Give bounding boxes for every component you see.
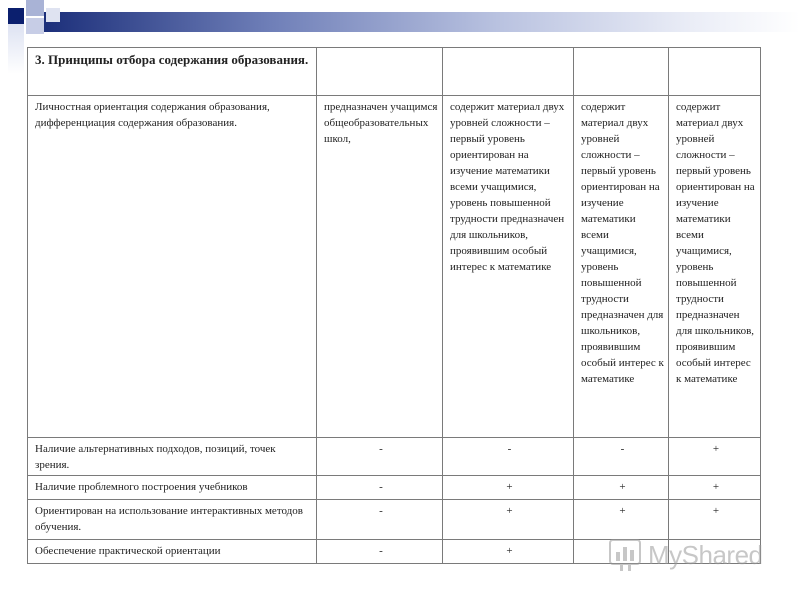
decorative-top-bar [44, 12, 800, 32]
decorative-square [26, 18, 44, 34]
table-cell: - [443, 438, 574, 476]
table-cell [574, 540, 669, 564]
table-row [28, 438, 761, 476]
table-cell: - [317, 500, 443, 540]
table-row [28, 96, 761, 438]
table-cell: содержит материал двух уровней сложности – первый уровень ориентирован на изучение математики всеми учащимися, уровень повышенной трудности предназначен для школьников, проявившим особый интерес к математике [443, 96, 574, 438]
decorative-square [8, 8, 24, 24]
table-cell: содержит материал двух уровней сложности – первый уровень ориентирован на изучение математики всеми учащимися, уровень повышенной трудности предназначен для школьников, проявившим особый интерес к математике [669, 96, 761, 438]
table-cell: предназначен учащимся общеобразовательных школ, [317, 96, 443, 438]
table-cell: + [669, 476, 761, 500]
table-cell: + [574, 476, 669, 500]
table-cell: + [669, 438, 761, 476]
row-label: Наличие проблемного построения учебников [28, 476, 317, 500]
table-cell: - [574, 438, 669, 476]
decorative-side-bar [8, 24, 24, 74]
table-cell: + [669, 500, 761, 540]
table-cell: + [443, 540, 574, 564]
watermark-text: MyShared [648, 540, 763, 570]
table-row [28, 476, 761, 500]
comparison-table [27, 47, 761, 564]
table-title: 3. Принципы отбора содержания образования. [28, 48, 317, 96]
header-cell [574, 48, 669, 96]
table-cell: - [317, 540, 443, 564]
table-row [28, 540, 761, 564]
row-label: Личностная ориентация содержания образования, дифференциация содержания образования. [28, 96, 317, 438]
table-row [28, 500, 761, 540]
table-header-row [28, 48, 761, 96]
header-cell [317, 48, 443, 96]
table-cell: + [574, 500, 669, 540]
table-cell: + [443, 500, 574, 540]
row-label: Обеспечение практической ориентации [28, 540, 317, 564]
table-cell: + [443, 476, 574, 500]
decorative-square [26, 0, 44, 16]
header-cell [669, 48, 761, 96]
decorative-square [46, 8, 60, 22]
row-label: Наличие альтернативных подходов, позиций, точек зрения. [28, 438, 317, 476]
table-cell [669, 540, 761, 564]
table-cell: - [317, 438, 443, 476]
row-label: Ориентирован на использование интерактивных методов обучения. [28, 500, 317, 540]
header-cell [443, 48, 574, 96]
table-cell: - [317, 476, 443, 500]
table-cell: содержит материал двух уровней сложности – первый уровень ориентирован на изучение математики всеми учащимися, уровень повышенной трудности предназначен для школьников, проявившим особый интерес к математике [574, 96, 669, 438]
